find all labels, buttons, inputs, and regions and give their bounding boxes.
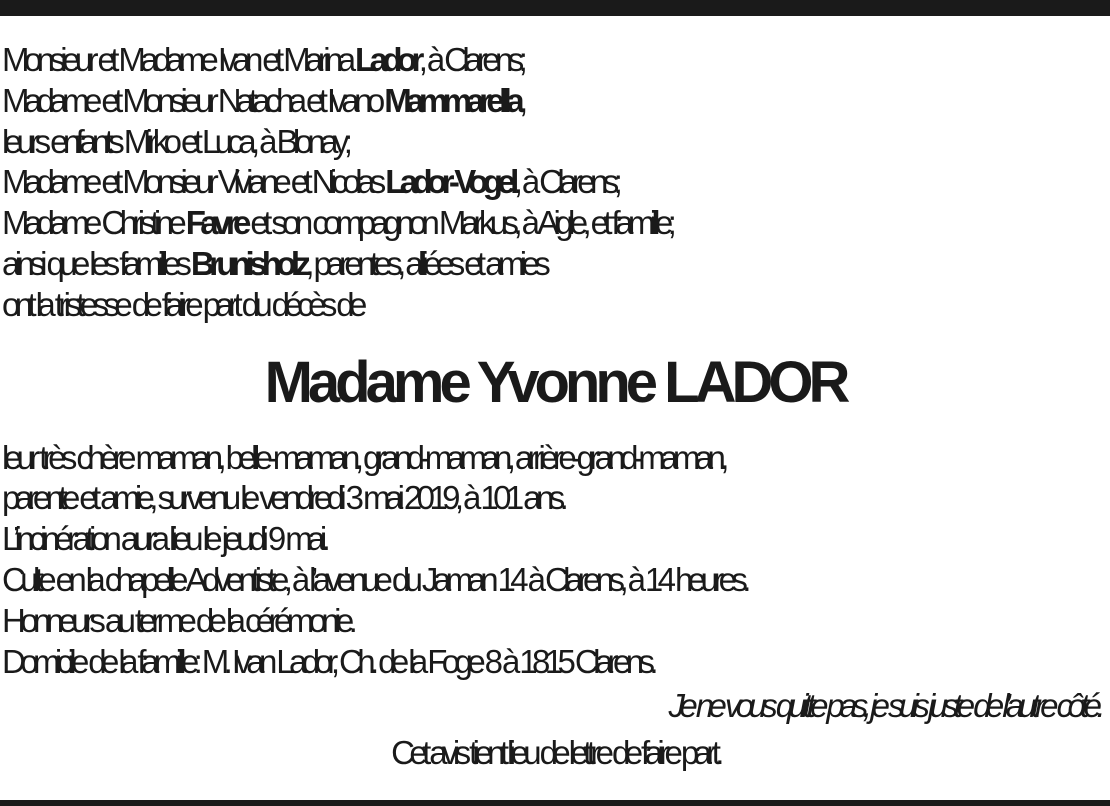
detail-line-1: leur très chère maman, belle-maman, grand-maman, arrière-grand-maman, — [2, 438, 724, 476]
family-line-3: leurs enfants Mirko et Luca, à Blonay; — [2, 122, 348, 160]
notice-details — [0, 438, 1110, 683]
motto-quote: Je ne vous quitte pas, je suis juste de l’autre côté. — [668, 687, 1100, 725]
family-name: Mammarella — [384, 81, 519, 119]
top-border-rule — [0, 0, 1110, 16]
detail-line-5: Honneurs au terme de la cérémonie. — [2, 601, 353, 639]
family-line-1: Monsieur et Madame Ivan et Marina Lador, à Clarens; — [2, 41, 523, 78]
detail-line-2: parente et amie, survenu le vendredi 3 mai 2019, à 101 ans. — [2, 479, 564, 517]
deceased-name: Madame Yvonne LADOR — [264, 349, 846, 415]
detail-line-4: Culte en la chapelle Adventiste, à l’avenue du Jaman 14 à Clarens, à 14 heures. — [2, 560, 746, 598]
family-line-2: Madame et Monsieur Natacha et Ivano Mammarella, — [2, 81, 523, 119]
detail-line-3: L’incinération aura lieu le jeudi 9 mai. — [2, 520, 326, 558]
bottom-border-rule — [0, 800, 1110, 806]
family-name: Lador — [355, 41, 419, 78]
family-name: Lador-Vogel — [385, 163, 514, 201]
family-line-5: Madame Christine Favre et son compagnon Markus, à Aigle, et famille; — [2, 204, 672, 242]
family-line-6: ainsi que les familles Brunisholz, parentes, alliées et amies — [2, 244, 546, 282]
family-line-4: Madame et Monsieur Viviane et Nicolas Lador-Vogel, à Clarens; — [2, 163, 618, 201]
family-line-7: ont la tristesse de faire part du décès de — [2, 285, 362, 323]
closing-note: Cet avis tient lieu de lettre de faire part. — [391, 734, 719, 772]
death-notice — [0, 40, 1110, 774]
family-name: Favre — [185, 204, 246, 242]
family-name: Brunisholz — [190, 244, 306, 282]
detail-line-6: Domicile de la famille: M. Ivan Lador, Ch. de la Foge 8 à 1815 Clarens. — [2, 642, 653, 680]
family-list — [0, 40, 1110, 326]
